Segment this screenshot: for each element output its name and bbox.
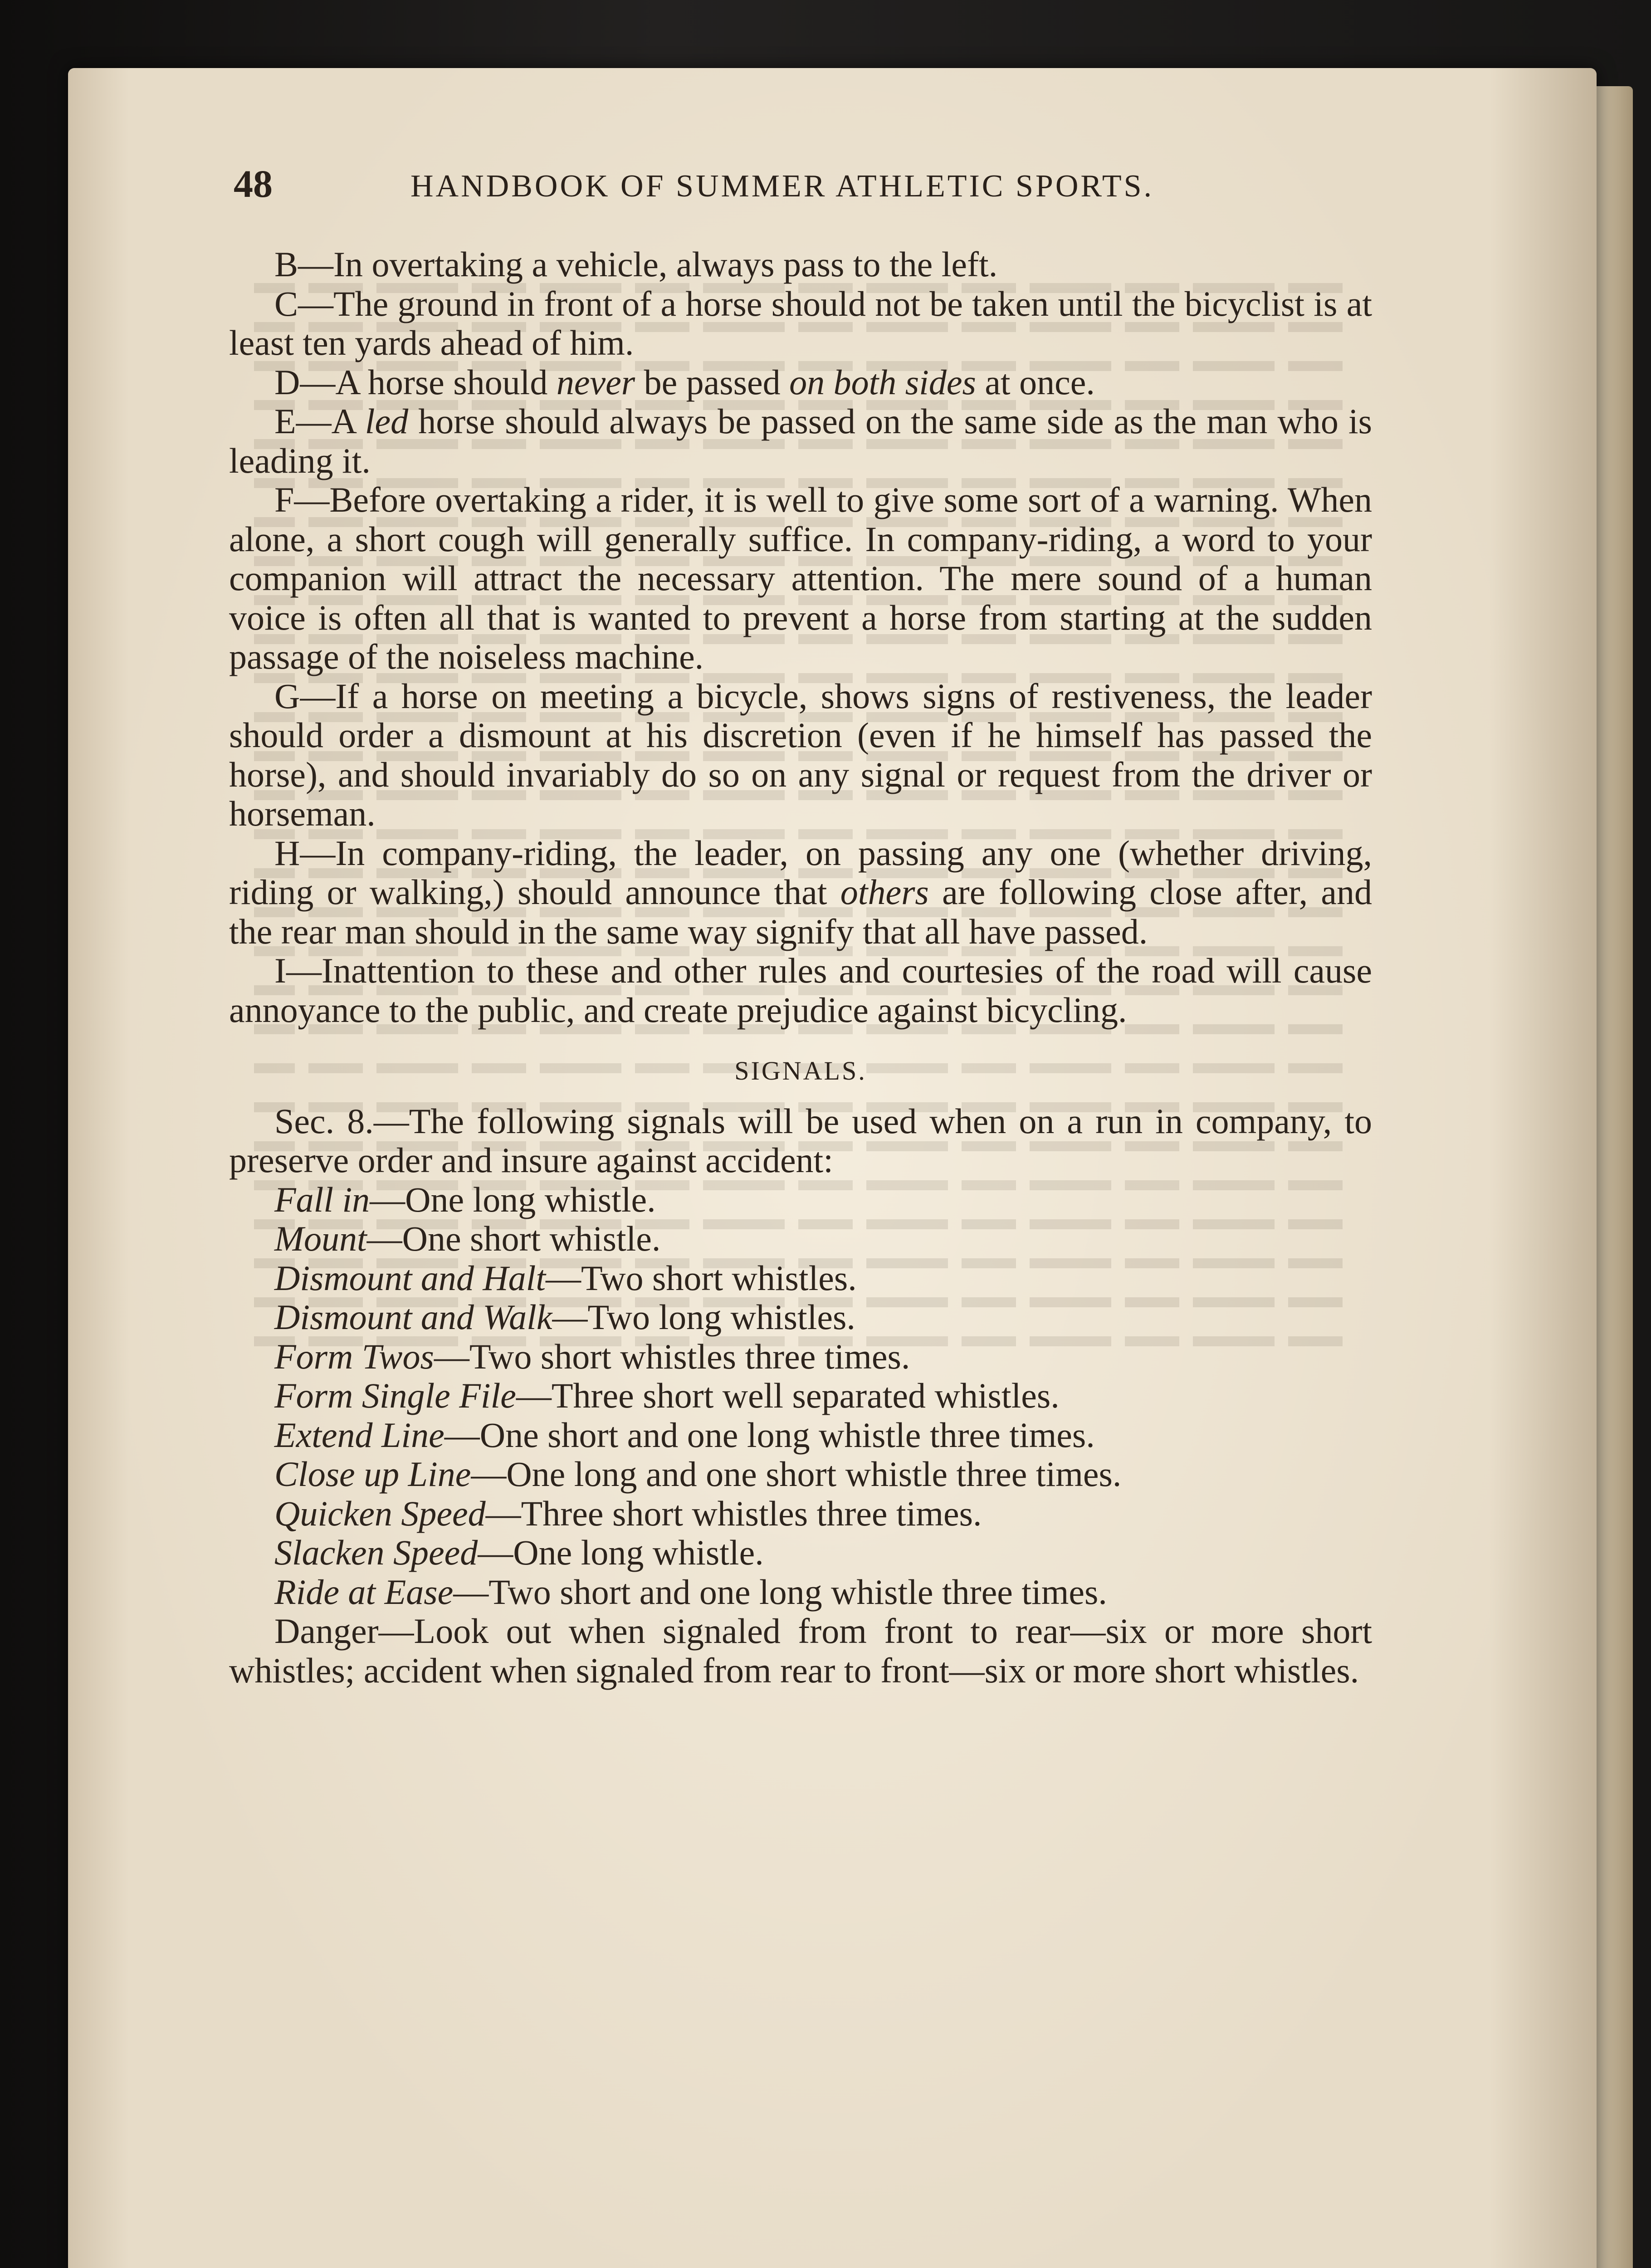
signal-name: Close up Line [274,1454,471,1494]
signal-quicken-speed [229,1494,1372,1534]
signals-heading: SIGNALS. [734,1056,867,1085]
running-title: HANDBOOK OF SUMMER ATHLETIC SPORTS. [410,169,1154,204]
signal-name: Form Single File [274,1376,516,1415]
signal-name: Dismount and Halt [274,1258,546,1298]
signal-dismount-halt [229,1259,1372,1298]
signal-name: Form Twos [274,1336,434,1376]
signal-danger [229,1612,1372,1690]
signal-description: —Two short whistles three times. [434,1336,910,1376]
signal-description: —One long whistle. [478,1533,764,1572]
signal-name: Mount [274,1219,367,1258]
rule-h [229,834,1372,952]
rule-d [229,363,1372,402]
signal-form-single-file [229,1376,1372,1416]
signal-name: Dismount and Walk [274,1297,552,1337]
signal-fall-in [229,1180,1372,1220]
rule-d-emphasis-1: never [556,362,635,402]
rule-b: B—In overtaking a vehicle, always pass to the left. [274,244,998,284]
signal-extend-line [229,1416,1372,1455]
signal-name: Ride at Ease [274,1572,454,1612]
signal-description: —Look out when signaled from front to rear—six or more short whistles; accident when signaled from rear to front—six or more short whistles. [229,1611,1372,1690]
signal-description: —Three short well separated whistles. [516,1376,1060,1415]
rule-h-text-2: are following close after, and the rear man should in the same way signify that all have passed. [229,872,1372,951]
signal-description: —Two long whistles. [552,1297,855,1337]
signals-intro-text: —The following signals will be used when on a run in company, to preserve order and insure against accident: [229,1101,1373,1180]
signal-description: —Three short whistles three times. [485,1493,982,1533]
signal-name: Extend Line [274,1415,444,1455]
signal-slacken-speed [229,1533,1372,1573]
signal-name: Slacken Speed [274,1533,478,1572]
rule-c: C—The ground in front of a horse should not be taken until the bicyclist is at least ten yards ahead of him. [229,284,1372,362]
signal-form-twos [229,1337,1372,1377]
signal-description: —One long and one short whistle three times. [471,1454,1122,1494]
signal-close-up-line [229,1455,1372,1494]
signal-description: —Two short whistles. [546,1258,857,1298]
rule-e [229,402,1372,480]
signal-description: —One short whistle. [366,1219,661,1258]
rule-e-emphasis: led [365,401,409,441]
rule-d-text-3: at once. [976,362,1095,402]
rule-d-text-2: be passed [635,362,790,402]
signal-ride-at-ease [229,1573,1372,1612]
signal-description: —Two short and one long whistle three times. [453,1572,1107,1612]
rule-g: G—If a horse on meeting a bicycle, shows signs of restiveness, the leader should order a dismount at his discretion (even if he himself has passed the horse), and should invariably do so on any signal or request from the driver or horseman. [229,676,1372,833]
rule-h-emphasis: others [840,872,929,912]
page-number: 48 [234,162,273,205]
signals-intro [229,1102,1372,1180]
rule-e-text-2: horse should always be passed on the same side as the man who is leading it. [229,401,1372,480]
signal-dismount-walk [229,1298,1372,1337]
body-text [229,245,1372,1690]
rule-f: F—Before overtaking a rider, it is well to give some sort of a warning. When alone, a short cough will generally suffice. In company-riding, a word to your companion will attract the necessary attention. The mere sound of a human voice is often all that is wanted to prevent a horse from starting at the sudden passage of the noiseless machine. [229,480,1372,676]
page-header [234,161,1377,215]
signal-description: —One short and one long whistle three times. [444,1415,1095,1455]
signal-name: Quicken Speed [274,1493,486,1533]
signal-mount [229,1219,1372,1259]
rule-d-text-1: D—A horse should [274,362,557,402]
rule-h-text-1: H—In company-riding, the leader, on passing any one (whether driving, riding or walking,) should announce that [229,833,1372,912]
signal-description: —One long whistle. [370,1179,656,1219]
section-number: Sec. 8. [274,1101,374,1141]
rule-e-text-1: E—A [274,401,365,441]
rule-d-emphasis-2: on both sides [789,362,976,402]
rule-i: I—Inattention to these and other rules and courtesies of the road will cause annoyance to the public, and create prejudice against bicycling. [229,951,1372,1030]
signal-name: Fall in [274,1179,370,1219]
signal-name: Danger [274,1611,379,1651]
